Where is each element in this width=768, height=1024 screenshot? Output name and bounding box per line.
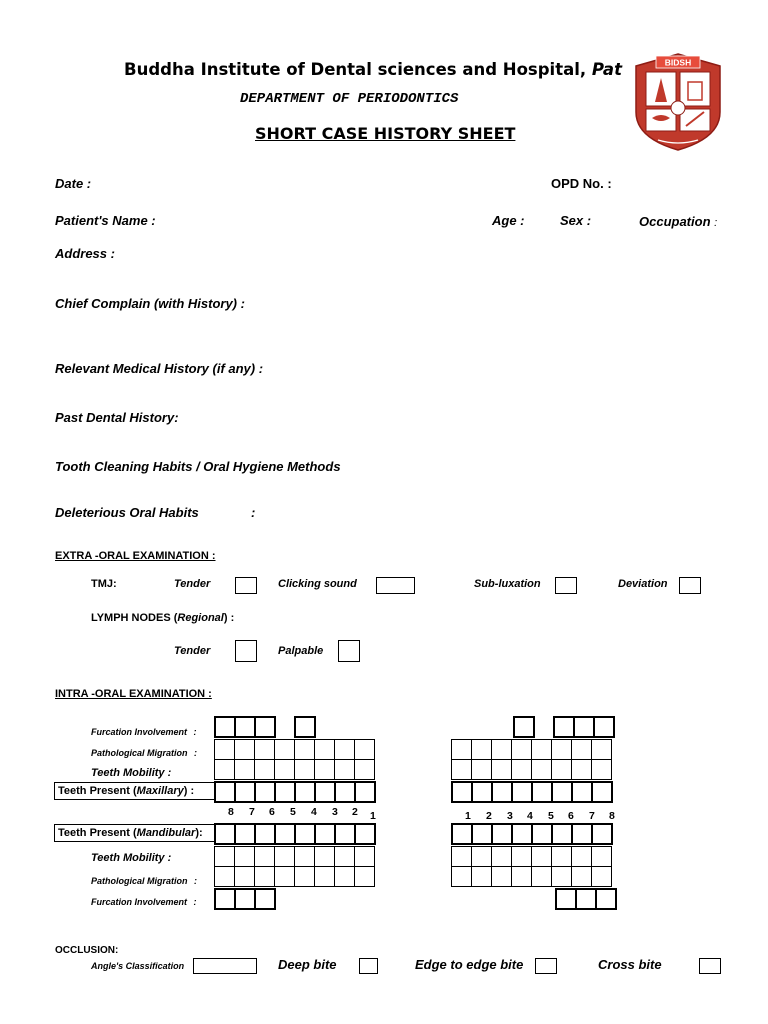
grid-cell[interactable] xyxy=(255,760,275,780)
opd-label: OPD No. : xyxy=(551,176,612,191)
grid-cell[interactable] xyxy=(215,740,235,760)
patho-bottom-text: Pathological Migration xyxy=(91,876,188,886)
grid-cell[interactable] xyxy=(532,867,552,887)
grid-cell[interactable] xyxy=(355,740,375,760)
tooth-cell[interactable] xyxy=(295,782,315,802)
occupation-text: Occupation xyxy=(639,214,711,229)
tooth-cell[interactable] xyxy=(335,782,355,802)
occupation-label xyxy=(639,214,717,229)
tooth-number: 2 xyxy=(486,810,492,822)
edge-to-edge-bite-checkbox[interactable] xyxy=(535,958,557,974)
tooth-cell[interactable] xyxy=(235,824,255,844)
patho-mobility-top-left-grid xyxy=(451,739,612,780)
grid-cell[interactable] xyxy=(275,867,295,887)
grid-cell[interactable] xyxy=(235,760,255,780)
clicking-sound-label: Clicking sound xyxy=(278,578,357,590)
tooth-cell[interactable] xyxy=(552,824,572,844)
furcation-top-text: Furcation Involvement xyxy=(91,727,188,737)
tooth-cell[interactable] xyxy=(275,782,295,802)
lymph-regional: Regional xyxy=(177,612,224,624)
furcation-bottom-label xyxy=(91,897,197,907)
tooth-cell[interactable] xyxy=(452,782,472,802)
grid-cell[interactable] xyxy=(492,847,512,867)
furcation-cell[interactable] xyxy=(596,889,616,909)
cross-bite-checkbox[interactable] xyxy=(699,958,721,974)
past-dental-label: Past Dental History: xyxy=(55,410,179,425)
patho-bottom-label xyxy=(91,876,197,886)
intra-oral-heading: INTRA -ORAL EXAMINATION : xyxy=(55,688,212,700)
grid-cell[interactable] xyxy=(472,847,492,867)
mobility-bottom-label: Teeth Mobility : xyxy=(91,852,172,864)
furcation-bottom-left-grid xyxy=(555,888,617,910)
grid-cell[interactable] xyxy=(255,740,275,760)
tooth-cell[interactable] xyxy=(355,824,375,844)
present-max-word: Maxillary xyxy=(136,785,184,797)
angles-classification-label: Angle's Classification xyxy=(91,961,185,971)
grid-cell[interactable] xyxy=(512,847,532,867)
mobility-patho-bottom-right-grid xyxy=(214,846,375,887)
tooth-number: 6 xyxy=(568,810,574,822)
logo-top-text: BIDSH xyxy=(664,57,692,68)
tooth-number: 3 xyxy=(507,810,513,822)
furcation-cell[interactable] xyxy=(594,717,614,737)
grid-cell[interactable] xyxy=(275,740,295,760)
grid-cell[interactable] xyxy=(472,740,492,760)
deleterious-colon: : xyxy=(251,505,256,520)
deleterious-label: Deleterious Oral Habits xyxy=(55,505,199,520)
present-max-prefix: Teeth Present ( xyxy=(58,785,137,797)
grid-cell[interactable] xyxy=(235,740,255,760)
grid-cell[interactable] xyxy=(512,867,532,887)
tooth-cell[interactable] xyxy=(335,824,355,844)
tooth-number: 7 xyxy=(589,810,595,822)
clicking-sound-checkbox[interactable] xyxy=(376,577,415,594)
grid-cell[interactable] xyxy=(472,760,492,780)
grid-cell[interactable] xyxy=(255,847,275,867)
grid-cell[interactable] xyxy=(295,867,315,887)
tooth-cell[interactable] xyxy=(255,782,275,802)
furcation-gap xyxy=(534,717,554,737)
grid-cell[interactable] xyxy=(215,760,235,780)
address-label: Address : xyxy=(55,246,115,261)
tooth-cell[interactable] xyxy=(492,824,512,844)
grid-cell[interactable] xyxy=(335,867,355,887)
institute-name-text: Buddha Institute of Dental sciences and Hospital, xyxy=(124,60,587,79)
grid-cell[interactable] xyxy=(492,740,512,760)
grid-cell[interactable] xyxy=(552,760,572,780)
furcation-bottom-text: Furcation Involvement xyxy=(91,897,188,907)
grid-cell[interactable] xyxy=(592,847,612,867)
grid-cell[interactable] xyxy=(572,740,592,760)
grid-cell[interactable] xyxy=(295,740,315,760)
furcation-cell[interactable] xyxy=(295,717,315,737)
institute-name xyxy=(124,60,622,79)
teeth-present-max-left-grid xyxy=(451,781,613,803)
patho-top-label xyxy=(91,748,197,758)
tooth-cell[interactable] xyxy=(572,782,592,802)
tooth-cell[interactable] xyxy=(532,824,552,844)
teeth-present-max-right-grid xyxy=(214,781,376,803)
mobility-patho-bottom-left-grid xyxy=(451,846,612,887)
tooth-cell[interactable] xyxy=(452,824,472,844)
tooth-cell[interactable] xyxy=(572,824,592,844)
institute-logo xyxy=(628,52,728,152)
grid-cell[interactable] xyxy=(335,847,355,867)
grid-cell[interactable] xyxy=(335,760,355,780)
present-man-suffix: ): xyxy=(195,827,203,839)
grid-cell[interactable] xyxy=(532,760,552,780)
tooth-cell[interactable] xyxy=(472,824,492,844)
tooth-number: 5 xyxy=(548,810,554,822)
patho-top-text: Pathological Migration xyxy=(91,748,188,758)
tmj-label: TMJ: xyxy=(91,578,117,590)
tooth-cell[interactable] xyxy=(295,824,315,844)
grid-cell[interactable] xyxy=(492,867,512,887)
sheet-title: SHORT CASE HISTORY SHEET xyxy=(255,124,516,143)
tooth-cell[interactable] xyxy=(215,782,235,802)
grid-cell[interactable] xyxy=(452,867,472,887)
present-max-suffix: ) : xyxy=(183,785,195,797)
grid-cell[interactable] xyxy=(512,760,532,780)
grid-cell[interactable] xyxy=(572,847,592,867)
patho-mobility-top-right-grid xyxy=(214,739,375,780)
tmj-tender-label: Tender xyxy=(174,578,211,590)
edge-to-edge-bite-label: Edge to edge bite xyxy=(415,957,524,972)
sex-label: Sex : xyxy=(560,213,592,228)
furcation-cell[interactable] xyxy=(556,889,576,909)
tooth-cell[interactable] xyxy=(315,782,335,802)
tooth-cell[interactable] xyxy=(512,824,532,844)
chief-complain-label: Chief Complain (with History) : xyxy=(55,296,245,311)
deep-bite-label: Deep bite xyxy=(278,957,337,972)
furcation-cell[interactable] xyxy=(235,889,255,909)
grid-cell[interactable] xyxy=(315,740,335,760)
furcation-bottom-right-grid xyxy=(214,888,276,910)
furcation-top-right-grid xyxy=(214,716,316,738)
grid-cell[interactable] xyxy=(315,760,335,780)
furcation-cell[interactable] xyxy=(576,889,596,909)
tooth-cell[interactable] xyxy=(492,782,512,802)
furcation-cell[interactable] xyxy=(574,717,594,737)
furcation-cell[interactable] xyxy=(215,717,235,737)
patho-bottom-colon: : xyxy=(194,876,198,886)
grid-cell[interactable] xyxy=(235,847,255,867)
tooth-number: 2 xyxy=(352,806,358,818)
grid-cell[interactable] xyxy=(492,760,512,780)
grid-cell[interactable] xyxy=(235,867,255,887)
grid-cell[interactable] xyxy=(552,740,572,760)
grid-cell[interactable] xyxy=(592,760,612,780)
teeth-present-maxillary-label xyxy=(54,782,215,800)
grid-cell[interactable] xyxy=(592,740,612,760)
tooth-cell[interactable] xyxy=(255,824,275,844)
patient-name-label: Patient's Name : xyxy=(55,213,156,228)
tooth-cell[interactable] xyxy=(472,782,492,802)
lymph-tender-label: Tender xyxy=(174,645,211,657)
grid-cell[interactable] xyxy=(275,847,295,867)
tooth-cell[interactable] xyxy=(315,824,335,844)
tooth-number: 1 xyxy=(465,810,471,822)
grid-cell[interactable] xyxy=(592,867,612,887)
tooth-number: 6 xyxy=(269,806,275,818)
furcation-cell[interactable] xyxy=(255,889,275,909)
subluxation-checkbox[interactable] xyxy=(555,577,577,594)
grid-cell[interactable] xyxy=(532,847,552,867)
tooth-number: 5 xyxy=(290,806,296,818)
grid-cell[interactable] xyxy=(512,740,532,760)
grid-cell[interactable] xyxy=(572,867,592,887)
tooth-cell[interactable] xyxy=(552,782,572,802)
lymph-palpable-label: Palpable xyxy=(278,645,324,657)
grid-cell[interactable] xyxy=(452,760,472,780)
lymph-palpable-checkbox[interactable] xyxy=(338,640,360,662)
lymph-tender-checkbox[interactable] xyxy=(235,640,257,662)
furcation-cell[interactable] xyxy=(514,717,534,737)
grid-cell[interactable] xyxy=(275,760,295,780)
tooth-number: 4 xyxy=(527,810,533,822)
tooth-cell[interactable] xyxy=(532,782,552,802)
grid-cell[interactable] xyxy=(532,740,552,760)
tooth-number: 4 xyxy=(311,806,317,818)
grid-cell[interactable] xyxy=(552,867,572,887)
tooth-number: 8 xyxy=(228,806,234,818)
institute-name-cut: Pat xyxy=(591,60,622,79)
furcation-bottom-colon: : xyxy=(193,897,197,907)
tooth-number: 7 xyxy=(249,806,255,818)
subluxation-label: Sub-luxation xyxy=(474,578,541,590)
furcation-cell[interactable] xyxy=(215,889,235,909)
date-label: Date : xyxy=(55,176,92,191)
grid-cell[interactable] xyxy=(295,760,315,780)
tooth-number: 3 xyxy=(332,806,338,818)
furcation-top-label xyxy=(91,727,197,737)
grid-cell[interactable] xyxy=(552,847,572,867)
grid-cell[interactable] xyxy=(572,760,592,780)
furcation-gap xyxy=(275,717,295,737)
tmj-tender-checkbox[interactable] xyxy=(235,577,257,594)
furcation-cell[interactable] xyxy=(235,717,255,737)
furcation-top-left-grid xyxy=(513,716,615,738)
grid-cell[interactable] xyxy=(255,867,275,887)
deviation-label: Deviation xyxy=(618,578,668,590)
teeth-present-mandibular-label xyxy=(54,824,215,842)
tooth-number: 8 xyxy=(609,810,615,822)
grid-cell[interactable] xyxy=(355,867,375,887)
tooth-cleaning-label: Tooth Cleaning Habits / Oral Hygiene Methods xyxy=(55,459,341,474)
grid-cell[interactable] xyxy=(472,867,492,887)
lymph-nodes-label xyxy=(91,612,234,624)
angles-classification-field[interactable] xyxy=(193,958,257,974)
department-name: DEPARTMENT OF PERIODONTICS xyxy=(240,91,459,107)
present-man-prefix: Teeth Present ( xyxy=(58,827,137,839)
grid-cell[interactable] xyxy=(295,847,315,867)
grid-cell[interactable] xyxy=(452,847,472,867)
furcation-cell[interactable] xyxy=(255,717,275,737)
tooth-cell[interactable] xyxy=(592,824,612,844)
grid-cell[interactable] xyxy=(315,847,335,867)
medical-history-label: Relevant Medical History (if any) : xyxy=(55,361,264,376)
tooth-cell[interactable] xyxy=(235,782,255,802)
grid-cell[interactable] xyxy=(315,867,335,887)
grid-cell[interactable] xyxy=(355,847,375,867)
grid-cell[interactable] xyxy=(215,867,235,887)
tooth-cell[interactable] xyxy=(355,782,375,802)
patho-top-colon: : xyxy=(194,748,198,758)
occlusion-heading: OCCLUSION: xyxy=(55,945,119,956)
mobility-top-label: Teeth Mobility : xyxy=(91,767,172,779)
present-man-word: Mandibular xyxy=(136,827,196,839)
teeth-present-man-right-grid xyxy=(214,823,376,845)
tooth-cell[interactable] xyxy=(512,782,532,802)
cross-bite-label: Cross bite xyxy=(598,957,662,972)
grid-cell[interactable] xyxy=(355,760,375,780)
lymph-suffix: ) : xyxy=(223,612,235,624)
lymph-prefix: LYMPH NODES ( xyxy=(91,612,178,624)
tooth-cell[interactable] xyxy=(215,824,235,844)
grid-cell[interactable] xyxy=(215,847,235,867)
deviation-checkbox[interactable] xyxy=(679,577,701,594)
furcation-top-colon: : xyxy=(193,727,197,737)
teeth-present-man-left-grid xyxy=(451,823,613,845)
grid-cell[interactable] xyxy=(335,740,355,760)
occupation-colon: : xyxy=(714,217,718,229)
deep-bite-checkbox[interactable] xyxy=(359,958,378,974)
tooth-cell[interactable] xyxy=(592,782,612,802)
tooth-number: 1 xyxy=(370,810,376,822)
extra-oral-heading: EXTRA -ORAL EXAMINATION : xyxy=(55,550,216,562)
grid-cell[interactable] xyxy=(452,740,472,760)
furcation-cell[interactable] xyxy=(554,717,574,737)
age-label: Age : xyxy=(492,213,525,228)
tooth-cell[interactable] xyxy=(275,824,295,844)
